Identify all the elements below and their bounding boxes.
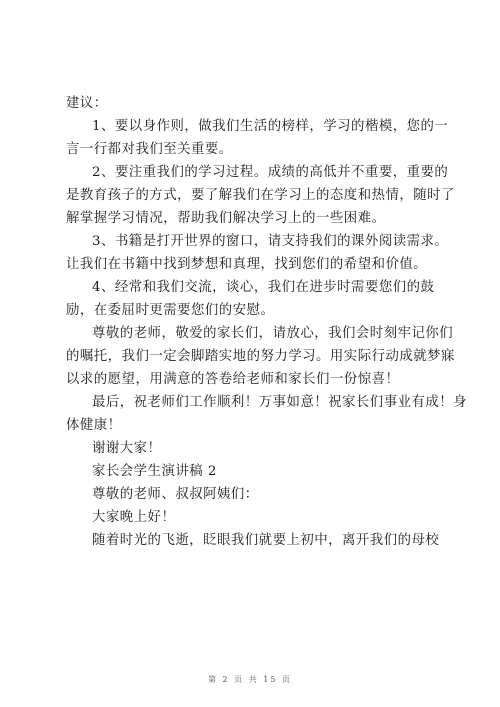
text-line: 最后，祝老师们工作顺利！万事如意！祝家长们事业有成！身 — [92, 395, 468, 410]
text-line: 随着时光的飞逝，眨眼我们就要上初中，离开我们的母校 — [92, 533, 440, 548]
text-line: 励，在委屈时更需要您们的安慰。 — [66, 303, 275, 318]
text-line: 言一行都对我们至关重要。 — [66, 142, 233, 157]
page-footer: 第 2 页 共 15 页 — [208, 675, 292, 684]
text-line: 大家晚上好！ — [92, 510, 176, 525]
text-line: 是教育孩子的方式，要了解我们在学习上的态度和热情，随时了 — [66, 188, 455, 203]
text-line: 1、要以身作则，做我们生活的榜样，学习的楷模，您的一 — [92, 119, 449, 134]
text-line: 解掌握学习情况，帮助我们解决学习上的一些困难。 — [66, 211, 386, 226]
text-line: 3、书籍是打开世界的窗口，请支持我们的课外阅读需求。 — [92, 234, 449, 249]
text-line: 2、要注重我们的学习过程。成绩的高低并不重要，重要的 — [92, 165, 449, 180]
text-line: 以求的愿望，用满意的答卷给老师和家长们一份惊喜！ — [66, 372, 400, 387]
text-line: 建议： — [66, 96, 108, 111]
text-line: 体健康！ — [66, 418, 122, 433]
text-line: 4、经常和我们交流，谈心，我们在进步时需要您们的鼓 — [92, 280, 435, 295]
text-line: 尊敬的老师，敬爱的家长们，请放心，我们会时刻牢记你们 — [92, 326, 454, 341]
text-line: 谢谢大家！ — [92, 441, 162, 456]
text-line: 让我们在书籍中找到梦想和真理，找到您们的希望和价值。 — [66, 257, 428, 272]
text-line: 的嘱托，我们一定会脚踏实地的努力学习。用实际行动成就梦寐 — [66, 349, 455, 364]
text-line: 尊敬的老师、叔叔阿姨们： — [92, 487, 259, 502]
document-body — [66, 92, 468, 552]
text-line: 家长会学生演讲稿 2 — [92, 464, 217, 479]
